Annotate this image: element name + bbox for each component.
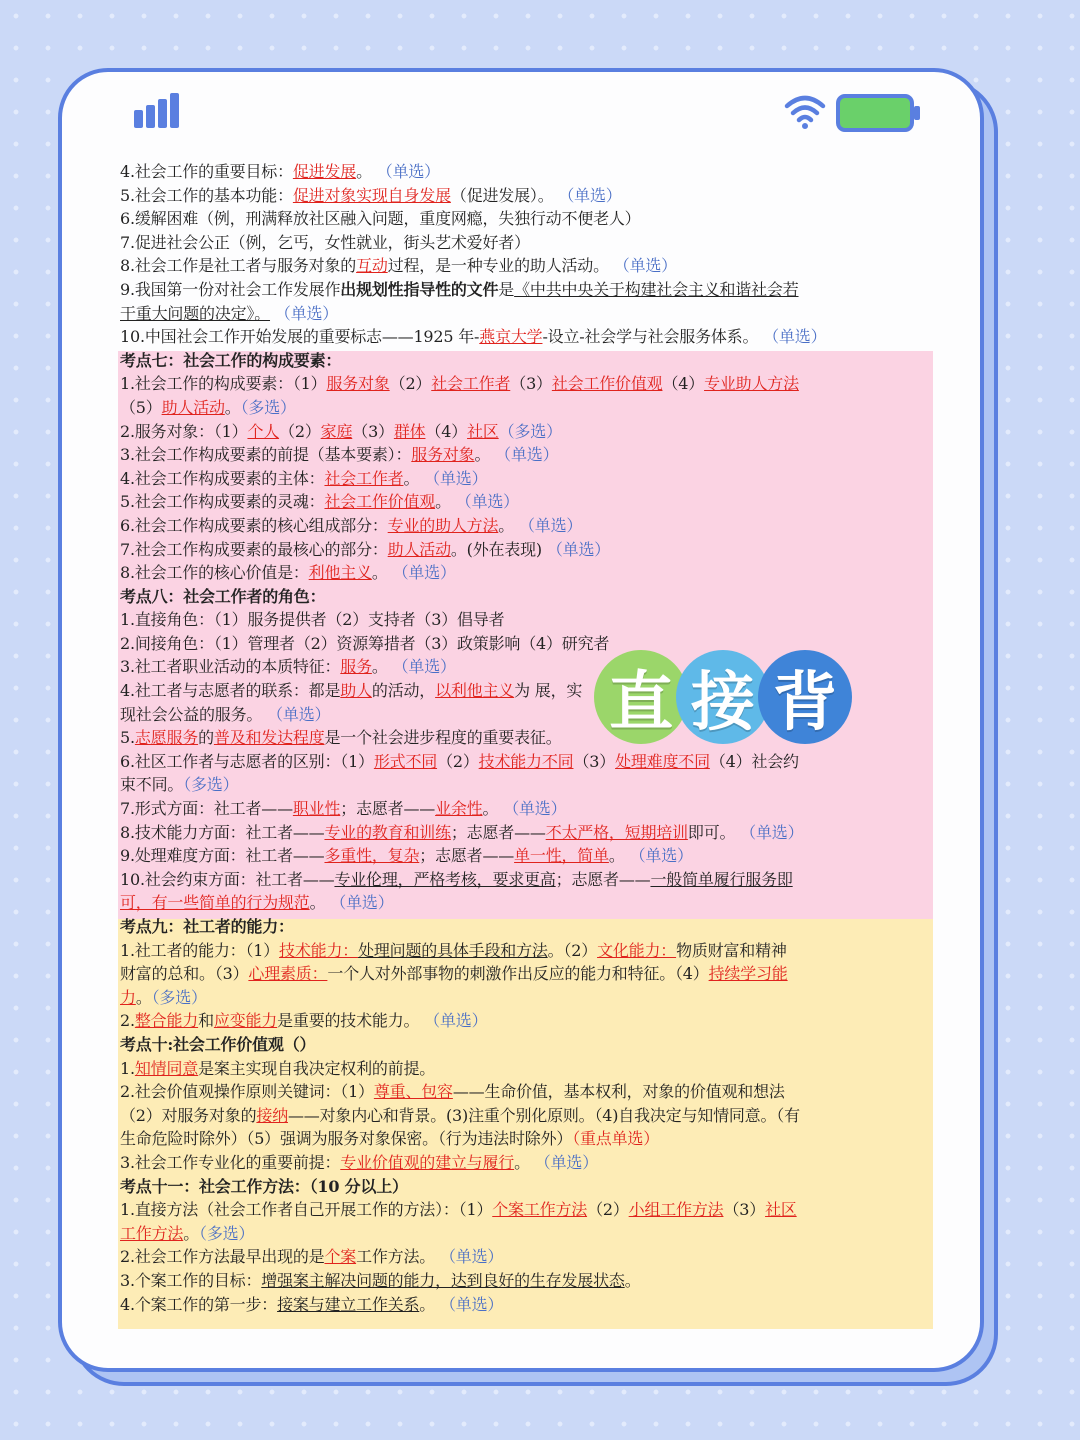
note-line xyxy=(120,1104,935,1128)
question-type-tag: （单选） xyxy=(758,327,827,347)
note-text: 的 xyxy=(198,728,214,748)
note-text: 。 xyxy=(356,162,372,181)
note-text: （3） xyxy=(723,1200,766,1220)
section-heading: 考点八：社会工作者的角色： xyxy=(120,586,326,606)
key-answer: 可，有一些简单的行为规范 xyxy=(120,893,310,913)
note-text: 。 xyxy=(371,657,388,677)
key-answer: 多重性，复杂 xyxy=(324,846,420,866)
wifi-icon xyxy=(783,92,827,130)
note-text: 束不同。 xyxy=(120,775,184,795)
study-notes xyxy=(120,160,935,1332)
key-answer: 普及和发达程度 xyxy=(213,728,325,748)
note-line xyxy=(120,750,935,774)
note-text: 8.社会工作的核心价值是： xyxy=(120,563,309,583)
note-text: 。（2） xyxy=(547,940,598,960)
note-text: 。 xyxy=(474,445,491,465)
key-answer: 个案工作方法 xyxy=(492,1200,588,1220)
note-text: 是案主实现自我决定权利的前提。 xyxy=(198,1058,436,1078)
key-answer: 知情同意 xyxy=(134,1058,199,1078)
note-text: 6.缓解困难（例，刑满释放社区融入问题，重度网瘾，失独行动不便老人） xyxy=(120,209,641,229)
note-text: ；志愿者—— xyxy=(555,869,651,889)
note-text: 增强案主解决问题的能力，达到良好的生存发展状态 xyxy=(261,1270,625,1290)
signal-bars-icon xyxy=(133,92,183,130)
key-answer: 社区 xyxy=(765,1200,797,1220)
note-line xyxy=(120,231,935,255)
note-text: 9.处理难度方面：社工者—— xyxy=(120,846,325,866)
note-line xyxy=(120,1009,935,1033)
question-type-tag: （单选） xyxy=(498,799,567,819)
key-answer: 社会工作者 xyxy=(431,374,511,394)
note-text: ；志愿者—— xyxy=(450,822,546,842)
question-type-tag: （多选） xyxy=(498,421,562,441)
note-text: （2） xyxy=(389,374,432,394)
note-line xyxy=(120,538,935,562)
note-line xyxy=(120,585,935,609)
note-line xyxy=(120,1222,935,1246)
note-text: 1.社会工作的构成要素：（1） xyxy=(120,374,327,394)
key-answer: 专业价值观的建立与履行 xyxy=(340,1152,515,1172)
note-text: （2） xyxy=(437,751,479,771)
note-line xyxy=(120,467,935,491)
note-line xyxy=(120,962,935,986)
note-line xyxy=(120,821,935,845)
stamp-char-1: 直 xyxy=(594,650,688,744)
note-text: 展，实 xyxy=(529,681,583,701)
note-text: ；志愿者—— xyxy=(340,799,436,819)
note-line xyxy=(120,443,935,467)
note-text: 生命危险时除外）（5）强调为服务对象保密。（行为违法时除外） xyxy=(120,1129,573,1149)
note-line xyxy=(120,514,935,538)
note-line xyxy=(120,325,935,349)
note-line xyxy=(120,1080,935,1104)
note-line xyxy=(120,254,935,278)
note-line xyxy=(120,160,935,184)
section-heading: 考点九：社工者的能力： xyxy=(120,917,294,936)
key-answer: 力 xyxy=(120,987,136,1007)
note-text: -设立-社会学与社会服务体系。 xyxy=(542,327,759,347)
note-line xyxy=(120,420,935,444)
question-type-tag: （单选） xyxy=(490,445,559,465)
question-type-tag: （单选） xyxy=(262,704,331,724)
key-answer: 促进发展 xyxy=(292,162,357,181)
note-text: 1. xyxy=(120,1058,135,1078)
direct-memorize-stamp xyxy=(594,650,856,742)
note-text: 。 xyxy=(371,563,388,583)
note-line xyxy=(120,1198,935,1222)
note-text: 9.我国第一份对社会工作发展作 xyxy=(120,279,341,299)
key-answer: 利他主义 xyxy=(308,563,372,583)
key-answer: 整合能力 xyxy=(134,1011,199,1031)
note-text: 是 xyxy=(498,279,515,299)
note-text: 财富的总和。（3） xyxy=(120,964,249,984)
note-text: 。 xyxy=(135,987,152,1007)
note-text: 接案与建立工作关系 xyxy=(277,1294,420,1314)
note-text: 2.服务对象：（1） xyxy=(120,421,248,441)
note-text: （3） xyxy=(573,751,616,771)
note-text: 3.社会工作专业化的重要前提： xyxy=(120,1152,341,1172)
question-type-tag: （多选） xyxy=(199,1223,255,1243)
note-text: 过程，是一种专业的助人活动。 xyxy=(387,256,609,276)
key-answer: 文化能力： xyxy=(597,940,677,960)
note-line xyxy=(120,184,935,208)
key-answer: 社会工作价值观 xyxy=(324,492,436,512)
key-answer: 社会工作价值观 xyxy=(551,374,663,394)
question-type-tag: （多选） xyxy=(240,397,296,417)
key-answer: 技术能力： xyxy=(279,940,359,960)
note-text: 1.直接角色：（1）服务提供者（2）支持者（3）倡导者 xyxy=(120,610,505,630)
note-line xyxy=(120,797,935,821)
note-line xyxy=(120,891,935,915)
section-heading: 考点十一：社会工作方法：（10 分以上） xyxy=(120,1176,408,1196)
question-type-tag: （单选） xyxy=(435,1294,504,1314)
note-text: 2.社会价值观操作原则关键词：（1） xyxy=(120,1082,374,1102)
key-answer: 职业性 xyxy=(292,799,341,819)
note-line xyxy=(120,349,935,373)
key-answer: 心理素质： xyxy=(248,964,328,984)
note-text: 4.社工者与志愿者的联系：都是 xyxy=(120,681,341,701)
note-text: （5） xyxy=(120,397,162,417)
question-type-tag: （多选） xyxy=(151,987,207,1007)
note-text: 。 xyxy=(608,846,625,866)
note-line xyxy=(120,1033,935,1057)
key-answer: 志愿服务 xyxy=(134,728,199,748)
note-text: 8.社会工作是社工者与服务对象的 xyxy=(120,256,357,276)
note-text: 的活动， xyxy=(371,681,436,701)
note-text: 。 xyxy=(183,1223,200,1243)
note-text: ；志愿者—— xyxy=(419,846,515,866)
note-text: （2） xyxy=(587,1200,629,1220)
question-type-tag: （单选） xyxy=(541,539,611,559)
note-text: 7.社会工作构成要素的最核心的部分： xyxy=(120,539,388,559)
note-text: 是重要的技术能力。 xyxy=(277,1011,420,1031)
note-line xyxy=(120,278,935,302)
question-type-tag: （单选） xyxy=(735,822,804,842)
note-text: 7.促进社会公正（例，乞丐，女性就业，街头艺术爱好者） xyxy=(120,232,530,252)
key-answer: 促进对象实现自身发展 xyxy=(292,185,451,205)
key-answer: 助人 xyxy=(340,681,372,701)
section-heading: 出规划性指导性的文件 xyxy=(340,279,499,299)
note-text: 处理问题的具体手段和方法 xyxy=(358,940,548,960)
note-line xyxy=(120,1151,935,1175)
key-answer: 服务 xyxy=(340,657,372,677)
note-line xyxy=(120,1269,935,1293)
stamp-char-3: 背 xyxy=(758,650,852,744)
key-answer: 个人 xyxy=(247,421,280,441)
key-answer: 不太严格，短期培训 xyxy=(545,822,688,842)
key-answer: 形式不同 xyxy=(373,751,438,771)
note-text: （2） xyxy=(279,421,321,441)
stamp-char-2: 接 xyxy=(676,650,770,744)
note-text: 2.间接角色：（1）管理者（2）资源筹措者（3）政策影响（4）研究者 xyxy=(120,633,610,653)
key-answer: 家庭 xyxy=(320,421,353,441)
note-text: 即可。 xyxy=(687,822,736,842)
key-answer: 业余性 xyxy=(435,799,483,819)
key-answer: 互动 xyxy=(356,256,388,276)
battery-icon xyxy=(836,94,922,132)
note-line xyxy=(120,1175,935,1199)
note-text: 10.中国社会工作开始发展的重要标志——1925 年- xyxy=(120,327,480,347)
note-text: ——生命价值，基本权利，对象的价值观和想法 xyxy=(452,1082,785,1102)
question-type-tag: （单选） xyxy=(435,1247,504,1267)
note-text: 一个人对外部事物的刺激作出反应的能力和特征。（4） xyxy=(327,964,709,984)
question-type-tag: （单选） xyxy=(325,893,394,913)
note-line xyxy=(120,868,935,892)
note-text: 。 xyxy=(403,468,420,488)
note-text: 5.社会工作构成要素的灵魂： xyxy=(120,492,325,512)
note-text: 7.形式方面：社工者—— xyxy=(120,799,293,819)
note-text: 是一个社会进步程度的重要表征。 xyxy=(324,728,562,748)
note-text: 3.个案工作的目标： xyxy=(120,1270,262,1290)
note-line xyxy=(120,490,935,514)
note-text: 。 xyxy=(514,1152,530,1172)
note-text: 工作方法。 xyxy=(356,1247,436,1267)
note-line xyxy=(120,207,935,231)
note-text: （4）社会约 xyxy=(709,751,799,771)
key-answer: 处理难度不同 xyxy=(615,751,710,771)
note-text: 5.社会工作的基本功能： xyxy=(120,185,293,205)
note-text: 干重大问题的决定》。 xyxy=(120,303,271,323)
key-answer: 专业的助人方法 xyxy=(387,515,499,535)
note-text: 。 xyxy=(224,397,241,417)
key-answer: 以利他主义 xyxy=(435,681,515,701)
question-type-tag: （单选） xyxy=(514,515,583,535)
note-text: 专业伦理，严格考核，要求更高 xyxy=(334,869,556,889)
note-text: （重点单选） xyxy=(572,1129,659,1149)
key-answer: 群体 xyxy=(393,421,426,441)
note-text: 。 xyxy=(498,515,515,535)
question-type-tag: （单选） xyxy=(450,492,519,512)
note-line xyxy=(120,915,935,939)
note-line xyxy=(120,561,935,585)
note-text: ——对象内心和背景。(3)注重个别化原则。（4)自我决定与知情同意。（有 xyxy=(288,1105,800,1125)
note-text: 2.社会工作方法最早出现的是 xyxy=(120,1247,325,1267)
note-line xyxy=(120,773,935,797)
question-type-tag: （单选） xyxy=(371,162,440,181)
note-text: 和 xyxy=(198,1011,214,1031)
note-text: （4） xyxy=(425,421,468,441)
note-line xyxy=(120,939,935,963)
question-type-tag: （单选） xyxy=(608,256,677,276)
key-answer: 尊重、包容 xyxy=(373,1082,453,1102)
note-text: 1.社工者的能力：（1） xyxy=(120,940,280,960)
note-text: 一般简单履行服务即 xyxy=(650,869,793,889)
note-text: 5. xyxy=(120,728,135,748)
note-text: 4.社会工作构成要素的主体： xyxy=(120,468,325,488)
question-type-tag: （单选） xyxy=(387,657,456,677)
note-text: 为 xyxy=(514,681,530,701)
key-answer: 助人活动 xyxy=(161,397,225,417)
question-type-tag: （单选） xyxy=(553,185,622,205)
note-line xyxy=(120,844,935,868)
note-text: 10.社会约束方面：社工者—— xyxy=(120,869,335,889)
note-line xyxy=(120,1057,935,1081)
question-type-tag: （多选） xyxy=(183,775,239,795)
key-answer: 专业的教育和训练 xyxy=(324,822,451,842)
note-text: （2）对服务对象的 xyxy=(120,1105,257,1125)
note-line xyxy=(120,302,935,326)
key-answer: 燕京大学 xyxy=(479,327,543,347)
note-line xyxy=(120,1245,935,1269)
note-text: 2. xyxy=(120,1011,135,1031)
note-text: （促进发展）。 xyxy=(450,185,554,205)
key-answer: 专业助人方法 xyxy=(704,374,799,394)
note-text: 。 xyxy=(419,1294,436,1314)
note-text: 现社会公益的服务。 xyxy=(120,704,263,724)
note-line xyxy=(120,372,935,396)
key-answer: 社会工作者 xyxy=(324,468,404,488)
key-answer: 接纳 xyxy=(256,1105,288,1125)
note-line xyxy=(120,1127,935,1151)
question-type-tag: （单选） xyxy=(387,563,456,583)
key-answer: 应变能力 xyxy=(213,1011,278,1031)
note-text: 4.社会工作的重要目标： xyxy=(120,162,293,181)
note-text: （3） xyxy=(510,374,552,394)
note-text: 6.社区工作者与志愿者的区别：（1） xyxy=(120,751,374,771)
question-type-tag: （单选） xyxy=(270,303,339,323)
note-line xyxy=(120,1293,935,1317)
note-text: （4） xyxy=(662,374,705,394)
note-text: 。 xyxy=(435,492,451,512)
key-answer: 个案 xyxy=(324,1247,357,1267)
question-type-tag: （单选） xyxy=(419,468,488,488)
question-type-tag: （单选） xyxy=(529,1152,598,1172)
note-text: 3.社会工作构成要素的前提（基本要素）： xyxy=(120,445,412,465)
note-text: 1.直接方法（社会工作者自己开展工作的方法）：（1） xyxy=(120,1200,493,1220)
question-type-tag: （单选） xyxy=(419,1011,488,1031)
note-text: 8.技术能力方面：社工者—— xyxy=(120,822,325,842)
note-text: 《中共中央关于构建社会主义和谐社会若 xyxy=(514,279,799,299)
key-answer: 单一性，简单 xyxy=(514,846,609,866)
key-answer: 工作方法 xyxy=(120,1223,184,1243)
section-heading: 考点七：社会工作的构成要素： xyxy=(120,350,342,370)
key-answer: 小组工作方法 xyxy=(628,1200,724,1220)
note-text: （3） xyxy=(352,421,394,441)
key-answer: 社区 xyxy=(467,421,499,441)
key-answer: 服务对象 xyxy=(326,374,390,394)
note-text: 4.个案工作的第一步： xyxy=(120,1294,278,1314)
note-text: 。(外在表现) xyxy=(450,539,542,559)
key-answer: 助人活动 xyxy=(387,539,451,559)
note-line xyxy=(120,986,935,1010)
note-text: 3.社工者职业活动的本质特征： xyxy=(120,657,341,677)
note-line xyxy=(120,396,935,420)
key-answer: 服务对象 xyxy=(411,445,475,465)
note-text: 6.社会工作构成要素的核心组成部分： xyxy=(120,515,388,535)
note-text: 物质财富和精神 xyxy=(676,940,787,960)
key-answer: 技术能力不同 xyxy=(478,751,574,771)
key-answer: 持续学习能 xyxy=(708,964,788,984)
note-text: 。 xyxy=(482,799,499,819)
question-type-tag: （单选） xyxy=(624,846,693,866)
section-heading: 考点十:社会工作价值观（） xyxy=(120,1034,316,1054)
note-text: 。 xyxy=(309,893,326,913)
note-text: 。 xyxy=(624,1270,641,1290)
note-line xyxy=(120,608,935,632)
